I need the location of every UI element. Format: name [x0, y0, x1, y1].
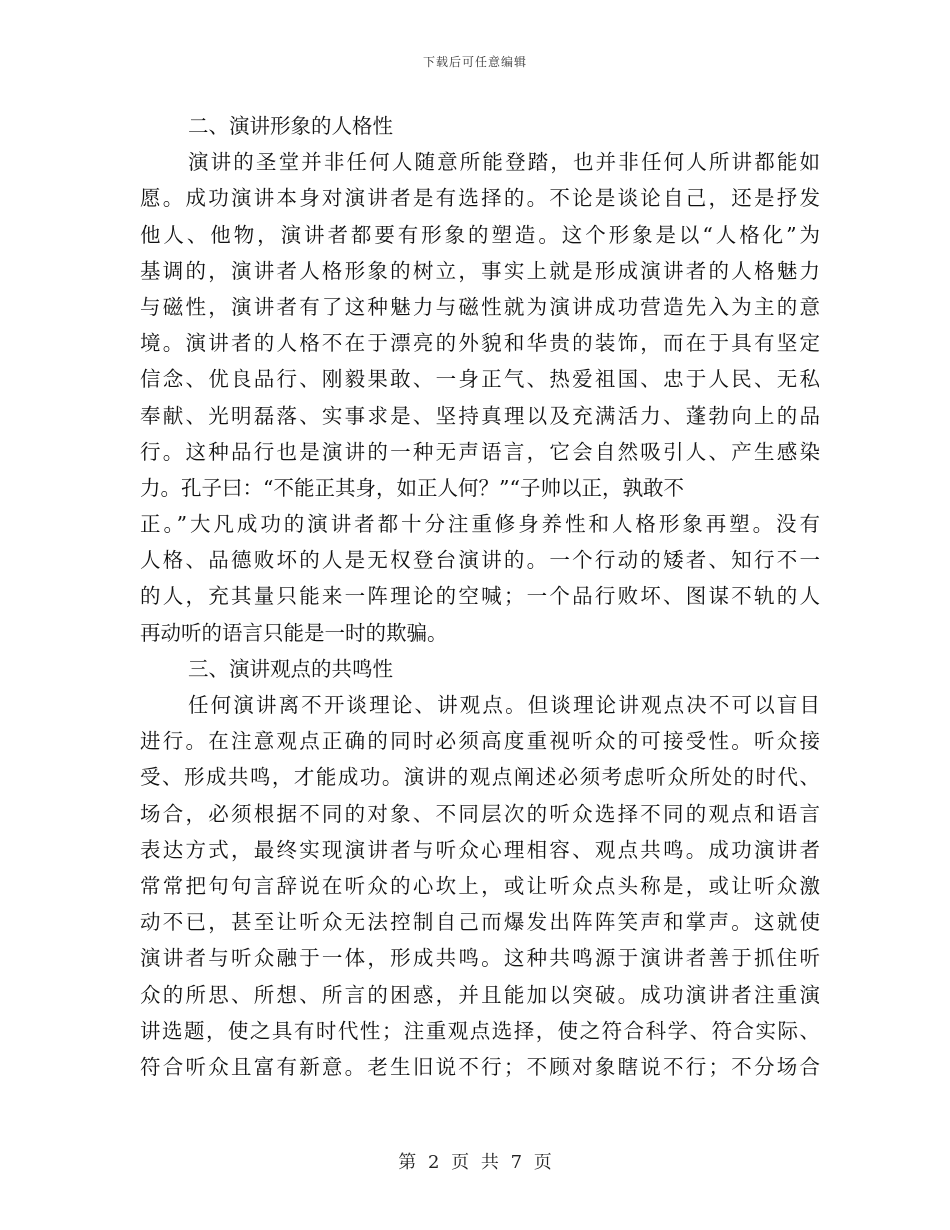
paragraph-line: 演讲的圣堂并非任何人随意所能登踏，也并非任何人所讲都能如 — [188, 150, 820, 175]
paragraph-line: 奉献、光明磊落、实事求是、坚持真理以及充满活力、蓬勃向上的品 — [140, 403, 820, 428]
page-header: 下载后可任意编辑 — [422, 55, 527, 69]
paragraph-line: 境。演讲者的人格不在于漂亮的外貌和华贵的装饰，而在于具有坚定 — [140, 331, 820, 356]
paragraph-line: 受、形成共鸣，才能成功。演讲的观点阐述必须考虑听众所处的时代、 — [140, 765, 820, 790]
paragraph-line: 力。孔子曰：“不能正其身，如正人何？”“子帅以正，孰敢不 — [140, 475, 684, 500]
paragraph-line: 基调的，演讲者人格形象的树立，事实上就是形成演讲者的人格魅力 — [140, 258, 820, 283]
paragraph-line: 演讲者与听众融于一体，形成共鸣。这种共鸣源于演讲者善于抓住听 — [140, 946, 820, 971]
paragraph-line: 人格、品德败坏的人是无权登台演讲的。一个行动的矮者、知行不一 — [140, 548, 820, 573]
paragraph-line: 他人、他物，演讲者都要有形象的塑造。这个形象是以“人格化”为 — [140, 222, 820, 247]
paragraph-line: 表达方式，最终实现演讲者与听众心理相容、观点共鸣。成功演讲者 — [140, 837, 820, 862]
paragraph-line: 的人，充其量只能来一阵理论的空喊；一个品行败坏、图谋不轨的人 — [140, 584, 820, 609]
section-heading: 三、演讲观点的共鸣性 — [188, 656, 393, 681]
paragraph-line: 再动听的语言只能是一时的欺骗。 — [140, 620, 448, 645]
paragraph-line: 任何演讲离不开谈理论、讲观点。但谈理论讲观点决不可以盲目 — [188, 693, 820, 717]
paragraph-line: 行。这种品行也是演讲的一种无声语言，它会自然吸引人、产生感染 — [140, 439, 820, 464]
section-heading: 二、演讲形象的人格性 — [188, 114, 393, 138]
paragraph-line: 符合听众且富有新意。老生旧说不行；不顾对象瞎说不行；不分场合 — [140, 1054, 820, 1079]
paragraph-line: 众的所思、所想、所言的困惑，并且能加以突破。成功演讲者注重演 — [140, 982, 820, 1007]
paragraph-line: 进行。在注意观点正确的同时必须高度重视听众的可接受性。听众接 — [140, 729, 820, 754]
paragraph-line: 正。”大凡成功的演讲者都十分注重修身养性和人格形象再塑。没有 — [140, 512, 820, 537]
document-body — [140, 108, 820, 1085]
paragraph-line: 信念、优良品行、刚毅果敢、一身正气、热爱祖国、忠于人民、无私 — [140, 367, 820, 392]
paragraph-line: 愿。成功演讲本身对演讲者是有选择的。不论是谈论自己，还是抒发 — [140, 186, 820, 211]
paragraph-line: 与磁性，演讲者有了这种魅力与磁性就为演讲成功营造先入为主的意 — [140, 294, 820, 319]
paragraph-line: 动不已，甚至让听众无法控制自己而爆发出阵阵笑声和掌声。这就使 — [140, 910, 820, 935]
paragraph-line: 场合，必须根据不同的对象、不同层次的听众选择不同的观点和语言 — [140, 801, 820, 826]
paragraph-line: 讲选题，使之具有时代性；注重观点选择，使之符合科学、符合实际、 — [140, 1018, 820, 1043]
page-footer: 第 2 页 共 7 页 — [398, 1152, 552, 1173]
paragraph-line: 常常把句句言辞说在听众的心坎上，或让听众点头称是，或让听众激 — [140, 873, 820, 898]
